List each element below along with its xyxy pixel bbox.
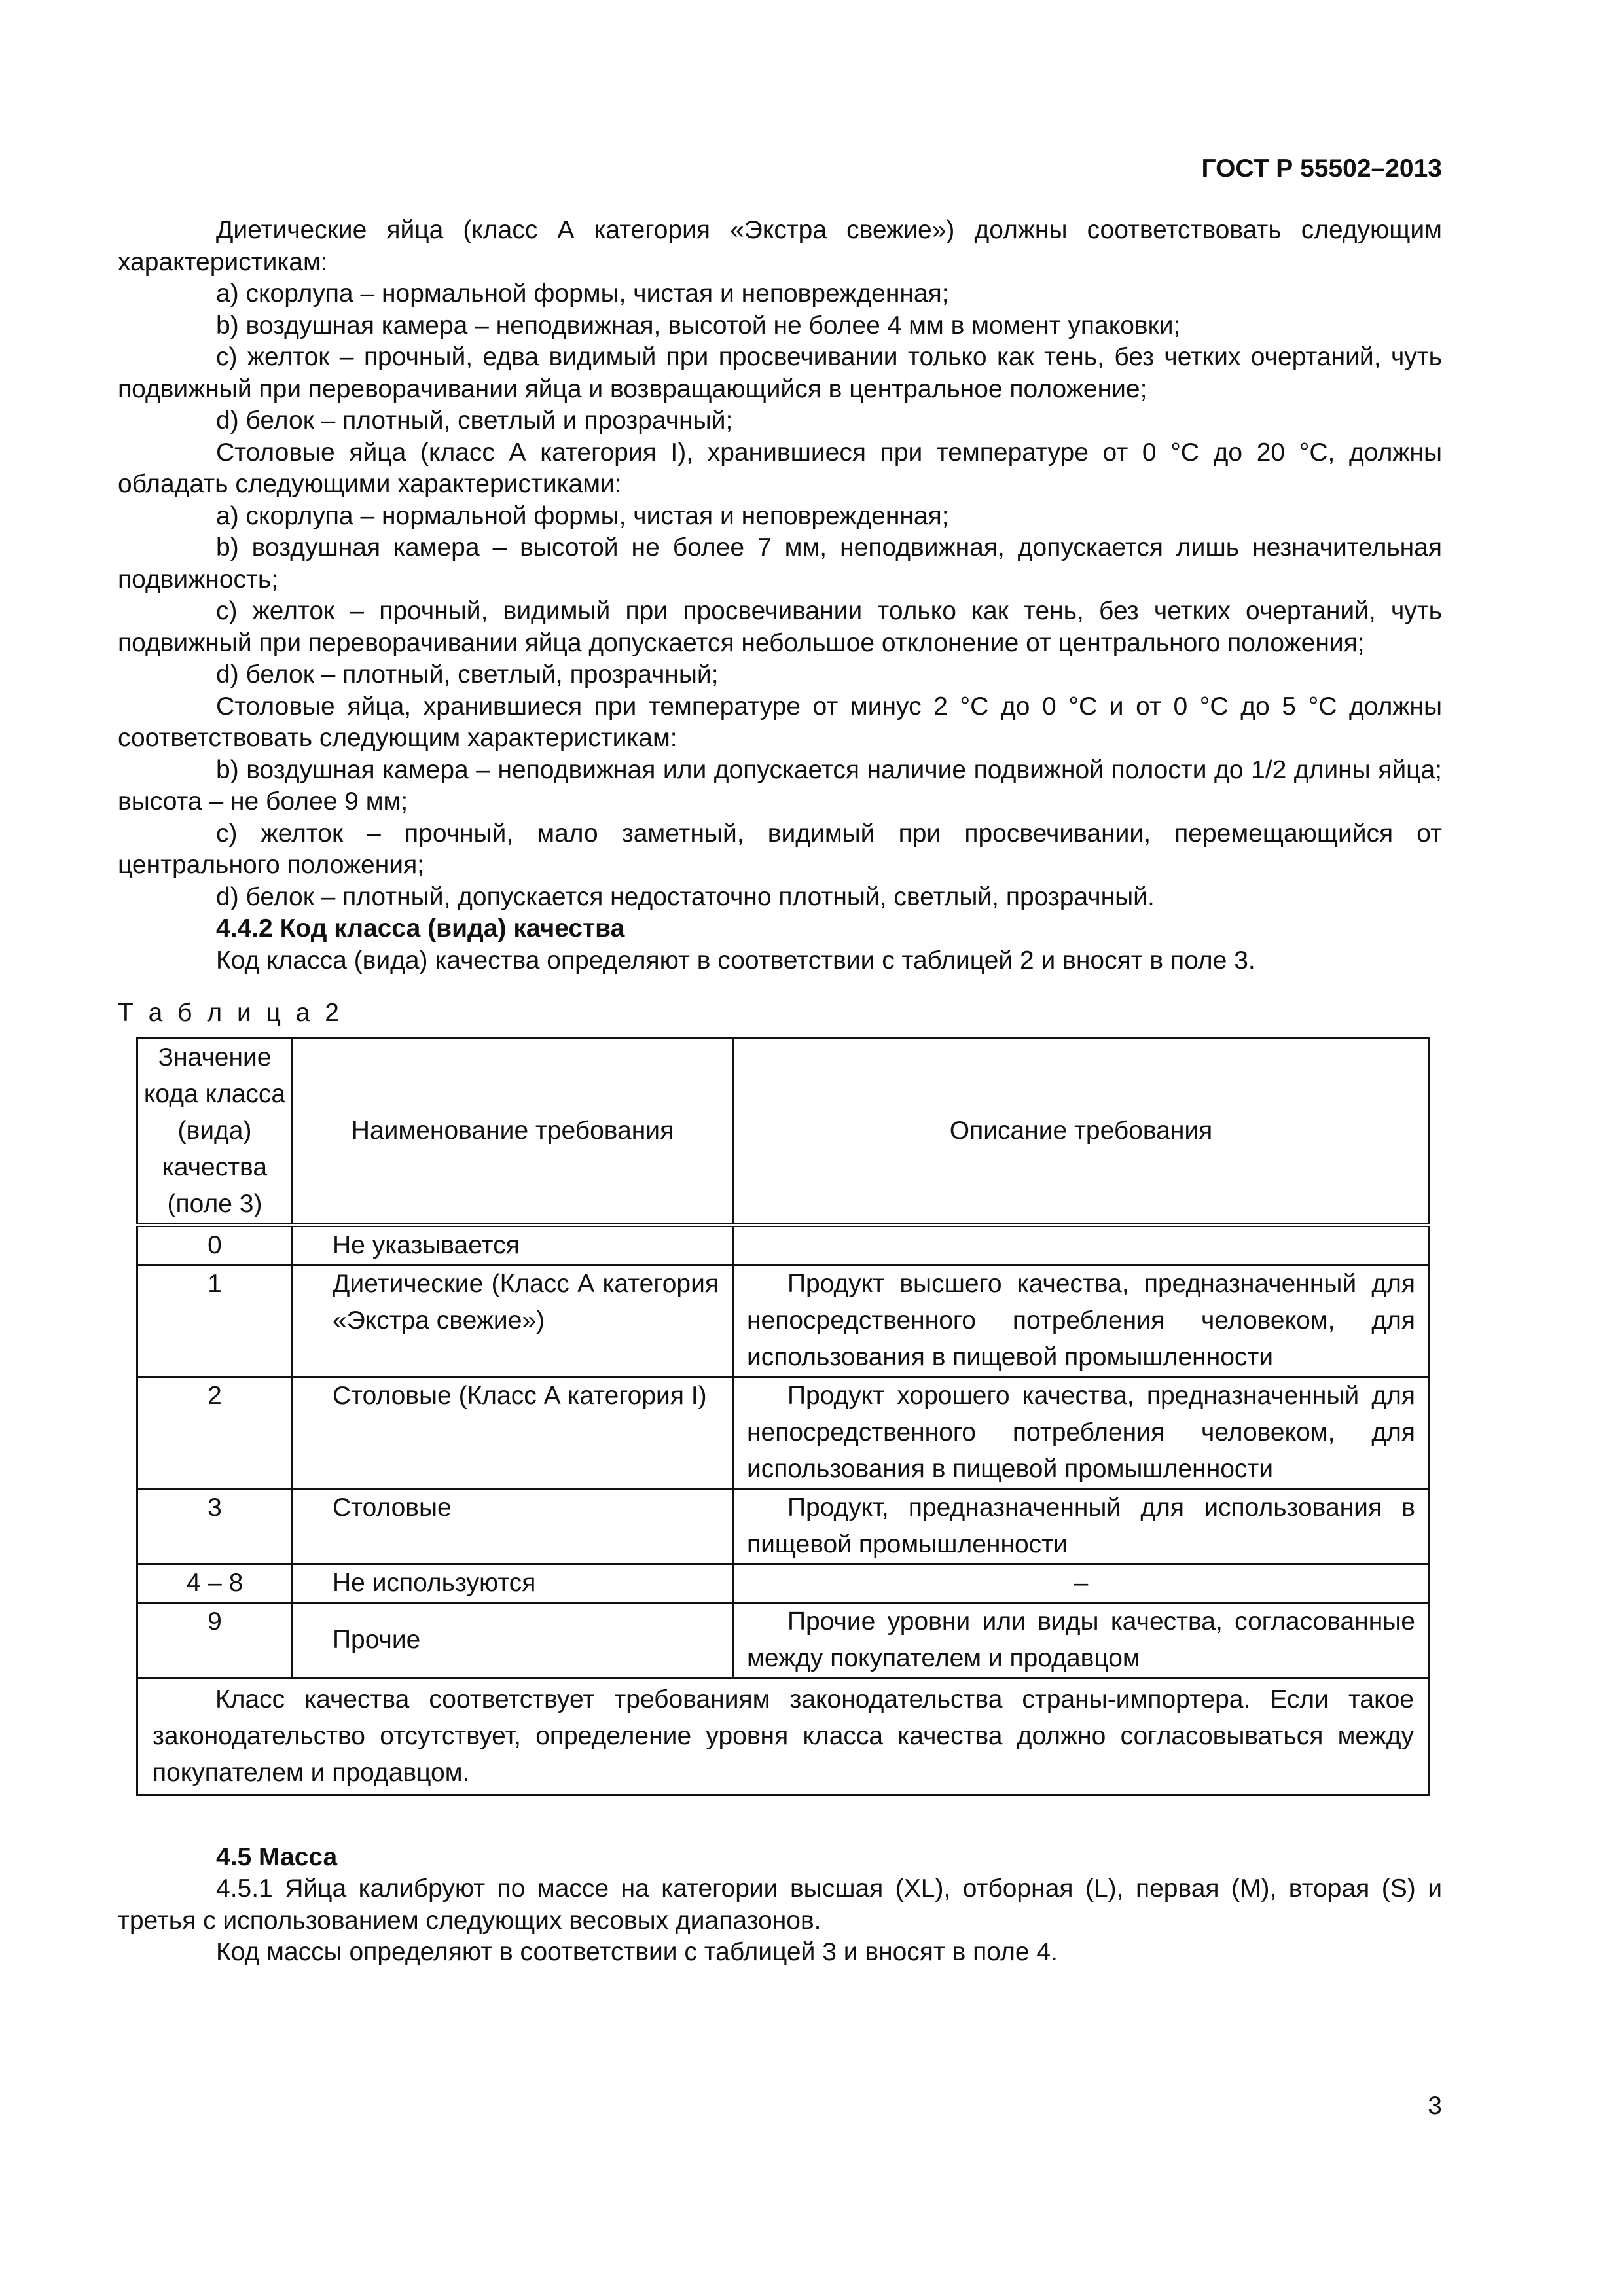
cell-name: Не указывается [293,1225,733,1265]
cell-code: 0 [137,1225,293,1265]
section-heading: 4.5 Масса [216,1842,338,1871]
table-label: Т а б л и ц а 2 [118,999,343,1027]
table-note-row [137,1677,1430,1795]
cell-code: 4 – 8 [137,1564,293,1602]
paragraph: Столовые яйца, хранившиеся при температуре от минус 2 °С до 0 °С и от 0 °С до 5 °С должны соответствовать следующим характеристикам: [118,692,1442,752]
paragraph: c) желток – прочный, мало заметный, видимый при просвечивании, перемещающийся от центрального положения; [118,819,1442,879]
cell-code: 3 [137,1488,293,1564]
header-code: Значение кода класса (вида) качества (поле 3) [137,1038,293,1225]
paragraph: Столовые яйца (класс А категория I), хранившиеся при температуре от 0 °С до 20 °С, должны обладать следующими характеристиками: [118,438,1442,498]
cell-description: – [733,1564,1430,1602]
paragraph: Код массы определяют в соответствии с таблицей 3 и вносят в поле 4. [216,1938,1058,1966]
page-content [118,215,1442,1969]
cell-code: 9 [137,1602,293,1677]
paragraph: d) белок – плотный, светлый и прозрачный; [216,406,733,435]
cell-name: Столовые [293,1488,733,1564]
cell-description: Продукт хорошего качества, предназначенный для непосредственного потребления человеком, для использования в пищевой промышленности [733,1376,1430,1488]
paragraph: Диетические яйца (класс А категория «Экстра свежие») должны соответствовать следующим характеристикам: [118,216,1442,276]
cell-code: 1 [137,1265,293,1376]
table-row [137,1602,1430,1677]
paragraph: c) желток – прочный, едва видимый при просвечивании только как тень, без четких очертаний, чуть подвижный при переворачивании яйца и возвращающийся в центральное положение; [118,343,1442,403]
paragraph: d) белок – плотный, допускается недостаточно плотный, светлый, прозрачный. [216,882,1155,911]
paragraph: a) скорлупа – нормальной формы, чистая и неповрежденная; [216,279,949,308]
paragraph: b) воздушная камера – неподвижная или допускается наличие подвижной полости до 1/2 длины яйца; высота – не более 9 мм; [118,755,1442,816]
header-description: Описание требования [733,1038,1430,1225]
section-heading: 4.4.2 Код класса (вида) качества [216,914,625,942]
cell-description: Продукт высшего качества, предназначенный для непосредственного потребления человеком, для использования в пищевой промышленности [733,1265,1430,1376]
table-header-row [137,1038,1430,1225]
paragraph: b) воздушная камера – неподвижная, высотой не более 4 мм в момент упаковки; [216,311,1181,340]
cell-name: Столовые (Класс А категория I) [293,1376,733,1488]
table-row [137,1265,1430,1376]
header-name: Наименование требования [293,1038,733,1225]
paragraph: c) желток – прочный, видимый при просвечивании только как тень, без четких очертаний, чуть подвижный при переворачивании яйца допускается небольшое отклонение от центрального положения; [118,597,1442,657]
cell-name: Диетические (Класс А категория «Экстра свежие») [293,1265,733,1376]
document-code: ГОСТ Р 55502–2013 [1201,154,1442,183]
table-row [137,1488,1430,1564]
cell-description [733,1225,1430,1265]
paragraph: a) скорлупа – нормальной формы, чистая и неповрежденная; [216,501,949,530]
quality-class-table [136,1037,1430,1796]
cell-description: Продукт, предназначенный для использования в пищевой промышленности [733,1488,1430,1564]
cell-description: Прочие уровни или виды качества, согласованные между покупателем и продавцом [733,1602,1430,1677]
page-number: 3 [1428,2092,1442,2120]
paragraph: b) воздушная камера – высотой не более 7 мм, неподвижная, допускается лишь незначительная подвижность; [118,533,1442,594]
cell-name: Прочие [293,1602,733,1677]
cell-name: Не используются [293,1564,733,1602]
table-note: Класс качества соответствует требованиям законодательства страны-импортера. Если такое законодательство отсутствует, определение уровня класса качества должно согласовываться между покупателем и продавцом. [137,1677,1430,1795]
paragraph: 4.5.1 Яйца калибруют по массе на категории высшая (XL), отборная (L), первая (M), вторая (S) и третья с использованием следующих весовых диапазонов. [118,1874,1442,1935]
cell-code: 2 [137,1376,293,1488]
table-row [137,1225,1430,1265]
table-row [137,1564,1430,1602]
table-row [137,1376,1430,1488]
paragraph: Код класса (вида) качества определяют в соответствии с таблицей 2 и вносят в поле 3. [216,946,1255,975]
paragraph: d) белок – плотный, светлый, прозрачный; [216,660,719,689]
